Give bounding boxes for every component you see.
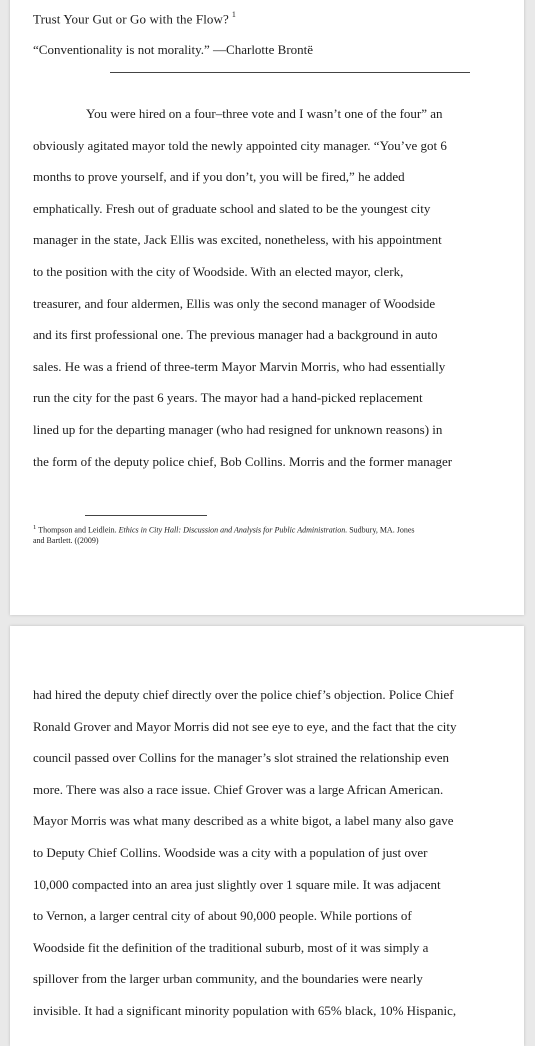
text-line: to Deputy Chief Collins. Woodside was a city with a population of just over	[33, 844, 428, 860]
chapter-heading	[33, 11, 236, 27]
text-line: obviously agitated mayor told the newly appointed city manager. “You’ve got 6	[33, 137, 447, 153]
footnote	[33, 523, 493, 546]
text-line: run the city for the past 6 years. The mayor had a hand-picked replacement	[33, 390, 423, 406]
epigraph-quote: “Conventionality is not morality.” —Charlotte Brontë	[33, 42, 314, 57]
footnote-divider	[85, 515, 207, 516]
text-line: manager in the state, Jack Ellis was excited, nonetheless, with his appointment	[33, 232, 442, 248]
text-line: the form of the deputy police chief, Bob Collins. Morris and the former manager	[33, 453, 453, 469]
document-page-1	[10, 0, 524, 615]
page-2-paragraph	[33, 679, 503, 1027]
text-line: council passed over Collins for the manager’s slot strained the relationship even	[33, 750, 450, 766]
footnote-authors: Thompson and Leidlein.	[38, 525, 117, 535]
text-line: 10,000 compacted into an area just slightly over 1 square mile. It was adjacent	[33, 876, 441, 892]
text-line: Woodside fit the definition of the traditional suburb, most of it was simply a	[33, 939, 429, 955]
text-line: had hired the deputy chief directly over the police chief’s objection. Police Chief	[33, 687, 454, 702]
text-line: invisible. It had a significant minority population with 65% black, 10% Hispanic,	[33, 1002, 457, 1018]
section-divider	[110, 72, 470, 73]
text-line: lined up for the departing manager (who had resigned for unknown reasons) in	[33, 421, 443, 437]
page-1-paragraph	[33, 98, 503, 477]
footnote-title: Ethics in City Hall: Discussion and Analysis for Public Administration.	[118, 525, 348, 535]
text-line: more. There was also a race issue. Chief Grover was a large African American.	[33, 781, 444, 797]
footnote-marker: 1	[33, 524, 37, 531]
footnote-publisher: Sudbury, MA. Jones	[349, 525, 415, 535]
text-line: Ronald Grover and Mayor Morris did not see eye to eye, and the fact that the city	[33, 718, 457, 734]
heading-text: Trust Your Gut or Go with the Flow?	[33, 11, 229, 27]
text-line: and its first professional one. The previous manager had a background in auto	[33, 327, 438, 343]
text-line: emphatically. Fresh out of graduate school and slated to be the youngest city	[33, 200, 431, 216]
text-line: spillover from the larger urban community, and the boundaries were nearly	[33, 971, 423, 987]
text-line: sales. He was a friend of three-term Mayor Marvin Morris, who had essentially	[33, 358, 446, 374]
footnote-tail: and Bartlett. ((2009)	[33, 535, 99, 545]
text-line: You were hired on a four–three vote and I wasn’t one of the four” an	[86, 106, 443, 121]
text-line: to Vernon, a larger central city of about 90,000 people. While portions of	[33, 908, 412, 924]
heading-footnote-marker[interactable]: 1	[231, 10, 236, 19]
text-line: treasurer, and four aldermen, Ellis was only the second manager of Woodside	[33, 295, 436, 311]
text-line: to the position with the city of Woodside. With an elected mayor, clerk,	[33, 263, 404, 279]
text-line: months to prove yourself, and if you don’t, you will be fired,” he added	[33, 169, 405, 185]
document-page-2	[10, 626, 524, 1046]
text-line: Mayor Morris was what many described as a white bigot, a label many also gave	[33, 813, 454, 829]
